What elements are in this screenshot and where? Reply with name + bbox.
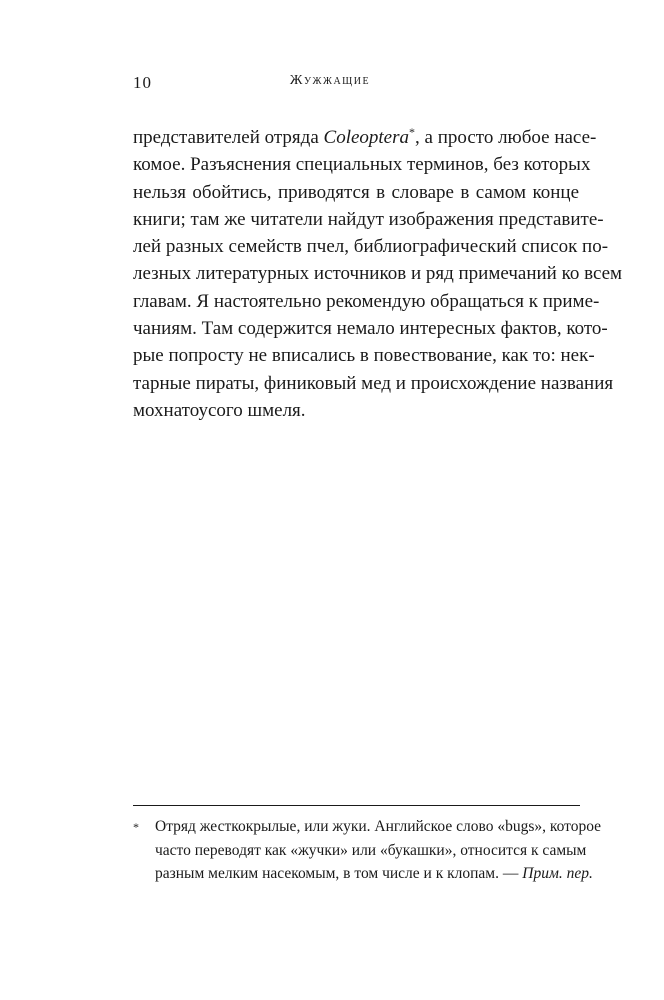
page-number: 10: [133, 73, 152, 92]
footnote-divider: [133, 805, 580, 806]
body-text: [133, 124, 623, 424]
italic-term: Coleoptera: [323, 127, 410, 148]
text-line: книги; там же читатели найдут изображения представите-: [133, 208, 604, 230]
footnote: [133, 815, 602, 886]
text-line: [133, 124, 597, 151]
text-fragment: представителей отряда: [133, 127, 324, 148]
text-line: рые попросту не вписались в повествование, как то: нек-: [133, 345, 595, 367]
text-fragment: , а просто любое насе-: [415, 127, 597, 148]
running-title: Жужжащие: [289, 73, 371, 88]
translator-note-label: Прим. пер.: [522, 865, 593, 882]
text-line: лезных литературных источников и ряд примечаний ко всем: [133, 263, 623, 285]
text-line: комое. Разъяснения специальных терминов, без которых: [133, 154, 591, 176]
text-line: мохнатоусого шмеля.: [133, 399, 306, 421]
footnote-line: Отряд жесткокрылые, или жуки. Английское слово «bugs», которое: [155, 818, 602, 835]
text-line: нельзя обойтись, приводятся в словаре в самом конце: [133, 181, 579, 203]
footnote-reference[interactable]: *: [409, 125, 416, 139]
footnote-line: часто переводят как «жучки» или «букашки», относится к самым: [155, 841, 587, 859]
footnote-fragment: разным мелким насекомым, в том числе и к клопам. —: [155, 865, 523, 882]
footnote-line: [155, 862, 593, 886]
text-line: чаниям. Там содержится немало интересных фактов, кото-: [133, 318, 608, 340]
footnote-marker: *: [133, 820, 139, 834]
text-line: тарные пираты, финиковый мед и происхождение названия: [133, 372, 614, 394]
text-line: лей разных семейств пчел, библиографический список по-: [133, 236, 609, 258]
footnote-text: [155, 815, 602, 886]
text-line: главам. Я настоятельно рекомендую обращаться к приме-: [133, 290, 600, 312]
